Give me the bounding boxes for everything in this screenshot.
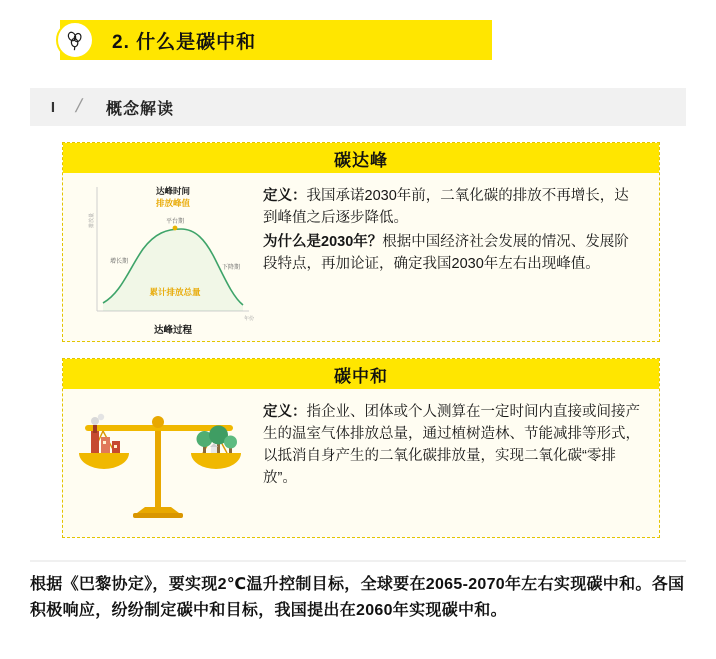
why-2030-text: 根据中国经济社会发展的情况、发展阶段特点，再加论证，确定我国2030年左右出现峰值。 [263,234,629,273]
svg-text:平台期: 平台期 [165,219,185,225]
concept-card-carbon-neutral [62,358,660,538]
page-title: 2. 什么是碳中和 [112,31,257,53]
svg-text:下降期: 下降期 [221,265,241,271]
svg-text:增长期: 增长期 [109,259,129,265]
subheading-label: 概念解读 [106,100,175,118]
subheading-bar [30,88,686,126]
svg-text:年份: 年份 [244,316,255,322]
why-2030-lead: 为什么是2030年？ [263,234,383,251]
definition-text: 我国承诺2030年前，二氧化碳的排放不再增长，达到峰值之后逐步降低。 [263,188,629,227]
leaf-cluster-icon [56,21,94,59]
svg-text:累计排放总量: 累计排放总量 [149,287,201,297]
concept-card-carbon-peak [62,142,660,342]
definition-lead: 定义： [263,188,307,204]
card-title-carbon-neutral: 碳中和 [63,359,659,389]
footer-statement [30,560,686,644]
svg-text:排放量: 排放量 [89,213,95,229]
definition-lead: 定义： [263,404,307,420]
footer-statement-text: 根据《巴黎协定》，要实现2℃温升控制目标，全球要在2065-2070年左右实现碳中和。各国积极响应，纷纷制定碳中和目标，我国提出在2060年实现碳中和。 [30,576,685,619]
subheading-mark: I [50,98,56,116]
svg-text:达峰时间: 达峰时间 [155,186,191,196]
carbon-neutral-description [259,389,659,537]
slash-divider-icon: / [73,96,85,117]
balance-scale-illustration [63,389,259,537]
carbon-peak-chart [63,173,259,341]
card-title-carbon-peak: 碳达峰 [63,143,659,173]
svg-text:达峰过程: 达峰过程 [153,325,193,336]
carbon-peak-description [259,173,659,341]
definition-text: 指企业、团体或个人测算在一定时间内直接或间接产生的温室气体排放总量，通过植树造林、节能减排等形式，以抵消自身产生的二氧化碳排放量，实现二氧化碳“零排放”。 [263,404,640,487]
svg-text:排放峰值: 排放峰值 [155,198,191,208]
section-title-banner [60,20,492,60]
